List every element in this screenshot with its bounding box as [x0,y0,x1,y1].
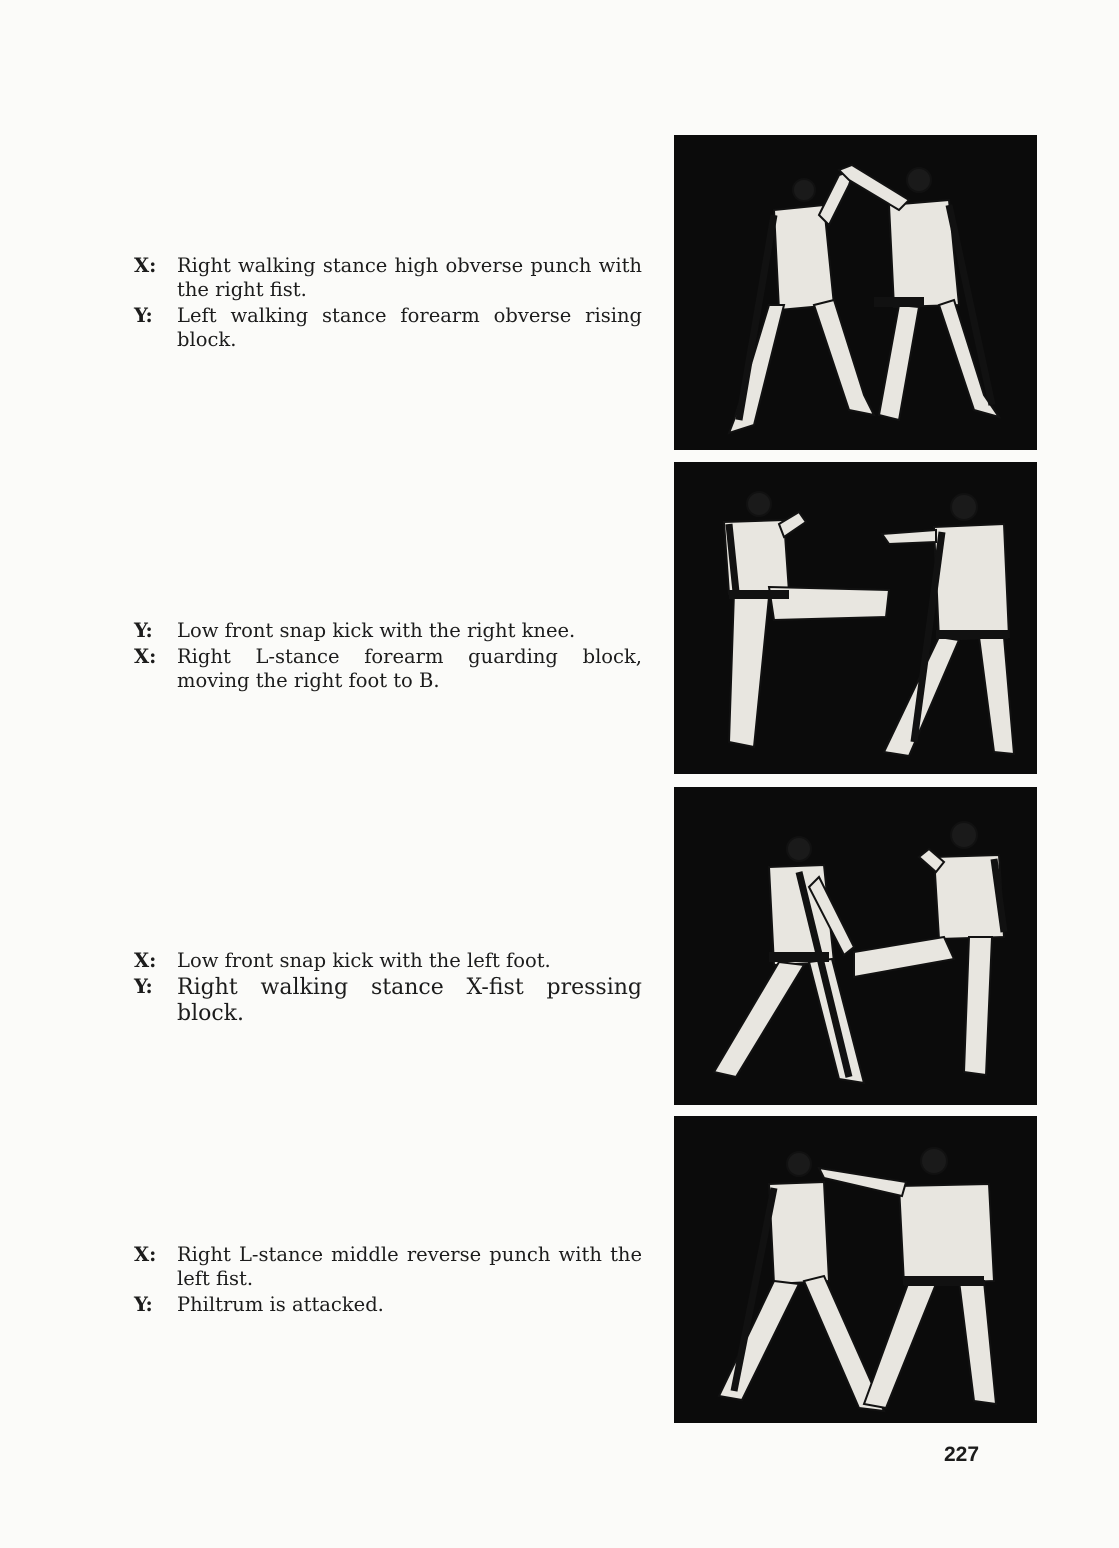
actor-label: X: [134,645,157,668]
photo-snap-kick-guarding-block [674,462,1037,774]
caption-line [134,254,642,302]
caption-4 [134,1243,642,1317]
action-text: Right walking stance high obverse punch with the right fist. [177,254,642,301]
caption-1 [134,254,642,352]
photo-reverse-punch-philtrum [674,1116,1037,1423]
caption-line [134,619,642,643]
actor-label: Y: [134,304,153,327]
actor-label: X: [134,949,157,972]
caption-line [134,304,642,352]
caption-line [134,975,642,1027]
action-text: Left walking stance forearm obverse rising block. [177,304,642,351]
caption-line [134,949,642,973]
caption-line [134,645,642,693]
actor-label: Y: [134,1293,153,1316]
actor-label: Y: [134,975,153,998]
photo-punch-rising-block [674,135,1037,450]
actor-label: Y: [134,619,153,642]
action-text: Low front snap kick with the left foot. [177,949,551,972]
page-number: 227 [944,1443,980,1466]
actor-label: X: [134,1243,157,1266]
caption-line [134,1293,642,1317]
action-text: Right walking stance X-fist pressing block. [177,975,642,1026]
action-text: Low front snap kick with the right knee. [177,619,576,642]
caption-3 [134,949,642,1027]
actor-label: X: [134,254,157,277]
action-text: Right L-stance forearm guarding block, moving the right foot to B. [177,645,642,692]
photo-snap-kick-xfist-block [674,787,1037,1105]
action-text: Right L-stance middle reverse punch with the left fist. [177,1243,642,1290]
action-text: Philtrum is attacked. [177,1293,384,1316]
caption-line [134,1243,642,1291]
caption-2 [134,619,642,693]
